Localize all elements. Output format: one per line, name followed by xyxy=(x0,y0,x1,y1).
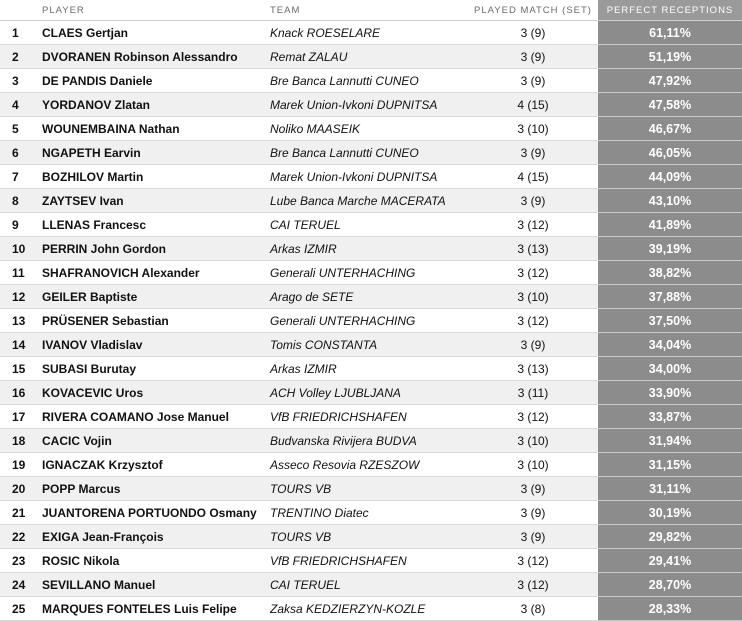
rank-cell: 4 xyxy=(0,93,38,117)
rank-cell: 1 xyxy=(0,21,38,45)
played-match-cell: 3 (9) xyxy=(468,45,598,69)
team-name-cell: Zaksa KEDZIERZYN-KOZLE xyxy=(268,597,468,621)
perfect-receptions-cell: 46,05% xyxy=(598,141,742,165)
table-row xyxy=(0,285,742,309)
played-match-cell: 3 (12) xyxy=(468,405,598,429)
player-name-cell: MARQUES FONTELES Luis Felipe xyxy=(38,597,268,621)
played-match-cell: 4 (15) xyxy=(468,165,598,189)
played-match-cell: 3 (13) xyxy=(468,237,598,261)
team-name-cell: Bre Banca Lannutti CUNEO xyxy=(268,141,468,165)
table-row xyxy=(0,213,742,237)
rank-cell: 12 xyxy=(0,285,38,309)
player-name-cell: CLAES Gertjan xyxy=(38,21,268,45)
rank-cell: 16 xyxy=(0,381,38,405)
player-header[interactable]: PLAYER xyxy=(38,0,268,21)
player-name-cell: YORDANOV Zlatan xyxy=(38,93,268,117)
perfect-receptions-cell: 28,33% xyxy=(598,597,742,621)
player-name-cell: IVANOV Vladislav xyxy=(38,333,268,357)
played-match-cell: 3 (12) xyxy=(468,573,598,597)
team-name-cell: Marek Union-Ivkoni DUPNITSA xyxy=(268,93,468,117)
perfect-receptions-cell: 46,67% xyxy=(598,117,742,141)
perfect-receptions-cell: 38,82% xyxy=(598,261,742,285)
table-row xyxy=(0,93,742,117)
perfect-receptions-cell: 28,70% xyxy=(598,573,742,597)
player-name-cell: POPP Marcus xyxy=(38,477,268,501)
rank-cell: 10 xyxy=(0,237,38,261)
perfect-receptions-cell: 31,15% xyxy=(598,453,742,477)
played-match-cell: 3 (9) xyxy=(468,525,598,549)
player-name-cell: EXIGA Jean-François xyxy=(38,525,268,549)
team-name-cell: CAI TERUEL xyxy=(268,213,468,237)
team-name-cell: Asseco Resovia RZESZOW xyxy=(268,453,468,477)
rank-cell: 7 xyxy=(0,165,38,189)
perfect-receptions-cell: 47,58% xyxy=(598,93,742,117)
player-name-cell: SEVILLANO Manuel xyxy=(38,573,268,597)
played-match-cell: 3 (9) xyxy=(468,141,598,165)
played-match-cell: 3 (9) xyxy=(468,21,598,45)
rank-cell: 2 xyxy=(0,45,38,69)
played-match-cell: 3 (8) xyxy=(468,597,598,621)
played-match-cell: 3 (9) xyxy=(468,69,598,93)
perfect-receptions-cell: 44,09% xyxy=(598,165,742,189)
perfect-receptions-cell: 31,11% xyxy=(598,477,742,501)
table-row xyxy=(0,501,742,525)
played-match-cell: 3 (12) xyxy=(468,549,598,573)
rank-cell: 19 xyxy=(0,453,38,477)
rank-cell: 22 xyxy=(0,525,38,549)
team-header[interactable]: TEAM xyxy=(268,0,468,21)
player-name-cell: BOZHILOV Martin xyxy=(38,165,268,189)
table-row xyxy=(0,261,742,285)
table-row xyxy=(0,237,742,261)
perfect-receptions-cell: 41,89% xyxy=(598,213,742,237)
rank-cell: 9 xyxy=(0,213,38,237)
rank-cell: 21 xyxy=(0,501,38,525)
played-match-cell: 3 (9) xyxy=(468,501,598,525)
team-name-cell: TRENTINO Diatec xyxy=(268,501,468,525)
team-name-cell: VfB FRIEDRICHSHAFEN xyxy=(268,405,468,429)
rank-cell: 17 xyxy=(0,405,38,429)
perfect-receptions-cell: 37,50% xyxy=(598,309,742,333)
team-name-cell: Remat ZALAU xyxy=(268,45,468,69)
table-row xyxy=(0,573,742,597)
table-row xyxy=(0,429,742,453)
table-row xyxy=(0,189,742,213)
player-name-cell: ZAYTSEV Ivan xyxy=(38,189,268,213)
rank-cell: 5 xyxy=(0,117,38,141)
table-row xyxy=(0,141,742,165)
player-name-cell: NGAPETH Earvin xyxy=(38,141,268,165)
player-name-cell: DE PANDIS Daniele xyxy=(38,69,268,93)
perfect-receptions-cell: 61,11% xyxy=(598,21,742,45)
team-name-cell: Noliko MAASEIK xyxy=(268,117,468,141)
table-row xyxy=(0,69,742,93)
player-name-cell: PRÜSENER Sebastian xyxy=(38,309,268,333)
perfect-receptions-cell: 29,41% xyxy=(598,549,742,573)
rank-cell: 15 xyxy=(0,357,38,381)
player-name-cell: GEILER Baptiste xyxy=(38,285,268,309)
perfect-receptions-cell: 33,87% xyxy=(598,405,742,429)
perfect-receptions-cell: 43,10% xyxy=(598,189,742,213)
perfect-receptions-header[interactable]: PERFECT RECEPTIONS xyxy=(598,0,742,21)
played-match-cell: 3 (9) xyxy=(468,333,598,357)
table-row xyxy=(0,117,742,141)
header-row xyxy=(0,0,742,21)
rank-cell: 24 xyxy=(0,573,38,597)
player-name-cell: LLENAS Francesc xyxy=(38,213,268,237)
perfect-receptions-cell: 39,19% xyxy=(598,237,742,261)
table-row xyxy=(0,333,742,357)
team-name-cell: Tomis CONSTANTA xyxy=(268,333,468,357)
team-name-cell: Arago de SETE xyxy=(268,285,468,309)
rank-cell: 8 xyxy=(0,189,38,213)
played-match-cell: 3 (10) xyxy=(468,453,598,477)
team-name-cell: CAI TERUEL xyxy=(268,573,468,597)
table-row xyxy=(0,357,742,381)
perfect-receptions-cell: 47,92% xyxy=(598,69,742,93)
team-name-cell: Arkas IZMIR xyxy=(268,357,468,381)
perfect-receptions-cell: 33,90% xyxy=(598,381,742,405)
perfect-receptions-cell: 31,94% xyxy=(598,429,742,453)
table-row xyxy=(0,21,742,45)
team-name-cell: ACH Volley LJUBLJANA xyxy=(268,381,468,405)
team-name-cell: Generali UNTERHACHING xyxy=(268,309,468,333)
perfect-receptions-cell: 29,82% xyxy=(598,525,742,549)
table-row xyxy=(0,525,742,549)
player-name-cell: SHAFRANOVICH Alexander xyxy=(38,261,268,285)
team-name-cell: Marek Union-Ivkoni DUPNITSA xyxy=(268,165,468,189)
player-name-cell: WOUNEMBAINA Nathan xyxy=(38,117,268,141)
perfect-receptions-cell: 34,00% xyxy=(598,357,742,381)
rank-cell: 3 xyxy=(0,69,38,93)
table-row xyxy=(0,45,742,69)
played-match-cell: 3 (9) xyxy=(468,477,598,501)
played-match-cell: 4 (15) xyxy=(468,93,598,117)
player-name-cell: PERRIN John Gordon xyxy=(38,237,268,261)
player-name-cell: RIVERA COAMANO Jose Manuel xyxy=(38,405,268,429)
player-name-cell: IGNACZAK Krzysztof xyxy=(38,453,268,477)
team-name-cell: TOURS VB xyxy=(268,477,468,501)
player-name-cell: ROSIC Nikola xyxy=(38,549,268,573)
played-match-cell: 3 (12) xyxy=(468,261,598,285)
played-match-header[interactable]: PLAYED MATCH (SET) xyxy=(468,0,598,21)
rank-cell: 23 xyxy=(0,549,38,573)
rank-cell: 11 xyxy=(0,261,38,285)
team-name-cell: Arkas IZMIR xyxy=(268,237,468,261)
played-match-cell: 3 (12) xyxy=(468,309,598,333)
team-name-cell: TOURS VB xyxy=(268,525,468,549)
perfect-receptions-cell: 37,88% xyxy=(598,285,742,309)
perfect-receptions-cell: 51,19% xyxy=(598,45,742,69)
rank-cell: 18 xyxy=(0,429,38,453)
rank-cell: 6 xyxy=(0,141,38,165)
table-row xyxy=(0,381,742,405)
player-name-cell: KOVACEVIC Uros xyxy=(38,381,268,405)
rank-cell: 20 xyxy=(0,477,38,501)
perfect-receptions-cell: 30,19% xyxy=(598,501,742,525)
table-row xyxy=(0,405,742,429)
rank-header xyxy=(0,0,38,21)
team-name-cell: Budvanska Rivijera BUDVA xyxy=(268,429,468,453)
table-row xyxy=(0,453,742,477)
team-name-cell: Knack ROESELARE xyxy=(268,21,468,45)
team-name-cell: VfB FRIEDRICHSHAFEN xyxy=(268,549,468,573)
played-match-cell: 3 (10) xyxy=(468,429,598,453)
rank-cell: 14 xyxy=(0,333,38,357)
rank-cell: 25 xyxy=(0,597,38,621)
rank-cell: 13 xyxy=(0,309,38,333)
played-match-cell: 3 (12) xyxy=(468,213,598,237)
team-name-cell: Bre Banca Lannutti CUNEO xyxy=(268,69,468,93)
player-name-cell: JUANTORENA PORTUONDO Osmany xyxy=(38,501,268,525)
played-match-cell: 3 (9) xyxy=(468,189,598,213)
team-name-cell: Lube Banca Marche MACERATA xyxy=(268,189,468,213)
table-row xyxy=(0,549,742,573)
perfect-receptions-cell: 34,04% xyxy=(598,333,742,357)
player-name-cell: SUBASI Burutay xyxy=(38,357,268,381)
table-row xyxy=(0,309,742,333)
player-name-cell: CACIC Vojin xyxy=(38,429,268,453)
table-row xyxy=(0,165,742,189)
player-name-cell: DVORANEN Robinson Alessandro xyxy=(38,45,268,69)
played-match-cell: 3 (10) xyxy=(468,285,598,309)
table-row xyxy=(0,477,742,501)
played-match-cell: 3 (13) xyxy=(468,357,598,381)
played-match-cell: 3 (10) xyxy=(468,117,598,141)
team-name-cell: Generali UNTERHACHING xyxy=(268,261,468,285)
played-match-cell: 3 (11) xyxy=(468,381,598,405)
